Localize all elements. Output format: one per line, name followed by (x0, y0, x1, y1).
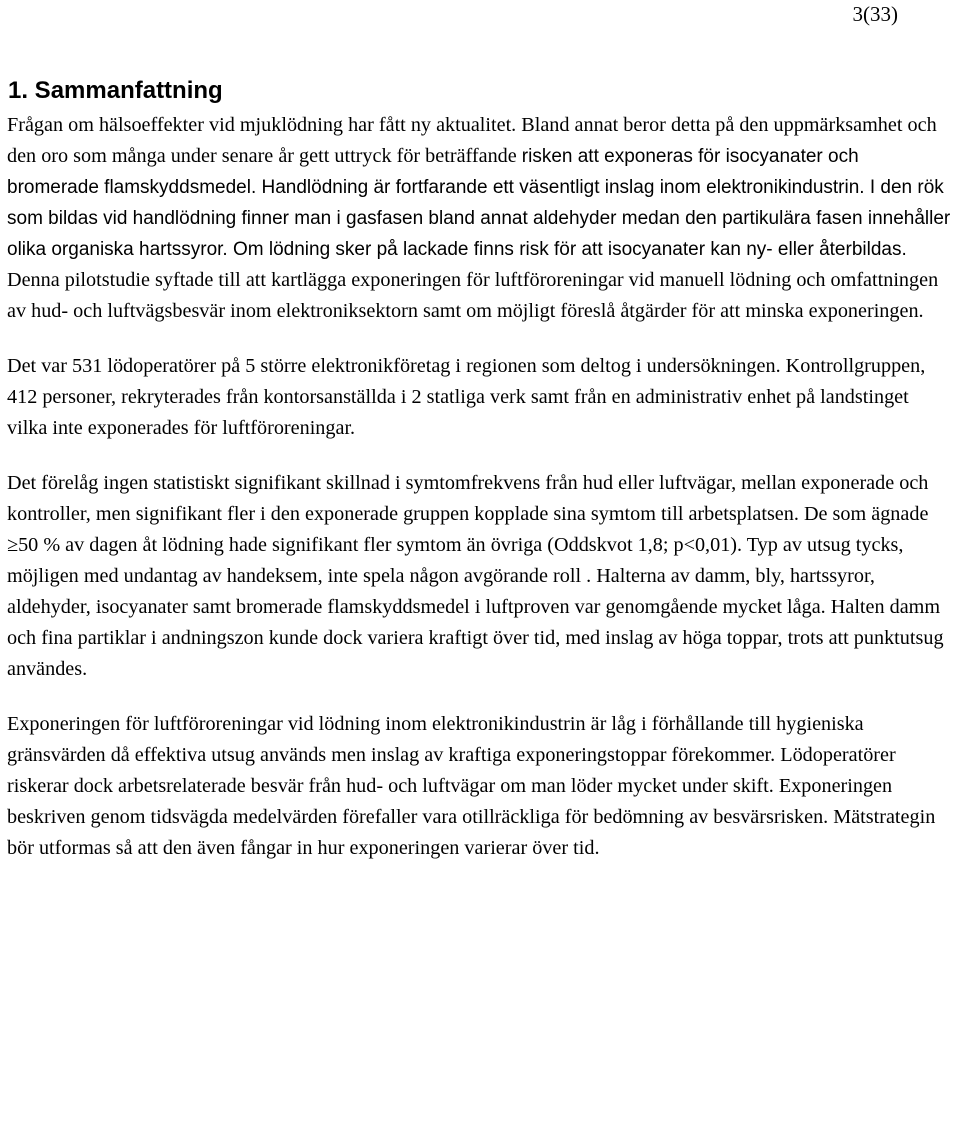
text-run: Denna pilotstudie syftade till att kartlägga exponeringen för luftföroreningar vid manuell lödning och omfattningen av hud- och luftvägsbesvär inom elektroniksektorn samt om möjligt föreslå åtgärder för att minska exponeringen. (7, 269, 939, 322)
paragraph-background (7, 110, 953, 327)
text-run: Det var 531 lödoperatörer på 5 större elektronikföretag i regionen som deltog i undersökningen. Kontrollgruppen, 412 personer, rekryterades från kontorsanställda i 2 statliga verk samt från en administrativ enhet på landstinget vilka inte exponerades för luftföroreningar. (7, 355, 926, 439)
paragraph-conclusion (7, 709, 953, 864)
summary-body (7, 110, 953, 888)
section-heading: 1. Sammanfattning (8, 77, 223, 104)
text-run: I den rök som bildas vid handlödning finner man i gasfasen bland annat aldehyder medan den partikulära fasen innehåller olika organiska hartssyror. Om lödning sker på lackade finns risk för att isocyanater kan ny- eller återbildas. (7, 177, 951, 260)
paragraph-participants (7, 351, 953, 444)
text-run: risken att exponeras för isocyanater och bromerade flamskyddsmedel. Handlödning är fortfarande ett väsentligt inslag inom elektronikindustrin. (7, 146, 865, 198)
text-run: Exponeringen för luftföroreningar vid lödning inom elektronikindustrin är låg i förhållande till hygieniska gränsvärden då effektiva utsug används men inslag av kraftiga exponeringstoppar förekommer. Lödoperatörer riskerar dock arbetsrelaterade besvär från hud- och luftvägar om man löder mycket under skift. Exponeringen beskriven genom tidsvägda medelvärden förefaller vara otillräckliga för bedömning av besvärsrisken. Mätstrategin bör utformas så att den även fångar in hur exponeringen varierar över tid. (7, 713, 936, 859)
text-run: Frågan om hälsoeffekter vid mjuklödning har fått ny aktualitet. Bland annat beror detta på den uppmärksamhet och den oro som många under senare år gett uttryck för beträffande (7, 114, 937, 167)
page-number: 3(33) (852, 2, 898, 26)
text-run: Det förelåg ingen statistiskt signifikant skillnad i symtomfrekvens från hud eller luftvägar, mellan exponerade och kontroller, men signifikant fler i den exponerade gruppen kopplade sina symtom till arbetsplatsen. De som ägnade ≥50 % av dagen åt lödning hade signifikant fler symtom än övriga (Oddskvot 1,8; p<0,01). Typ av utsug tycks, möjligen med undantag av handeksem, inte spela någon avgörande roll . Halterna av damm, bly, hartssyror, aldehyder, isocyanater samt bromerade flamskyddsmedel i luftproven var genomgående mycket låga. Halten damm och fina partiklar i andningszon kunde dock variera kraftigt över tid, med inslag av höga toppar, trots att punktutsug användes. (7, 472, 944, 680)
paragraph-results (7, 468, 953, 685)
